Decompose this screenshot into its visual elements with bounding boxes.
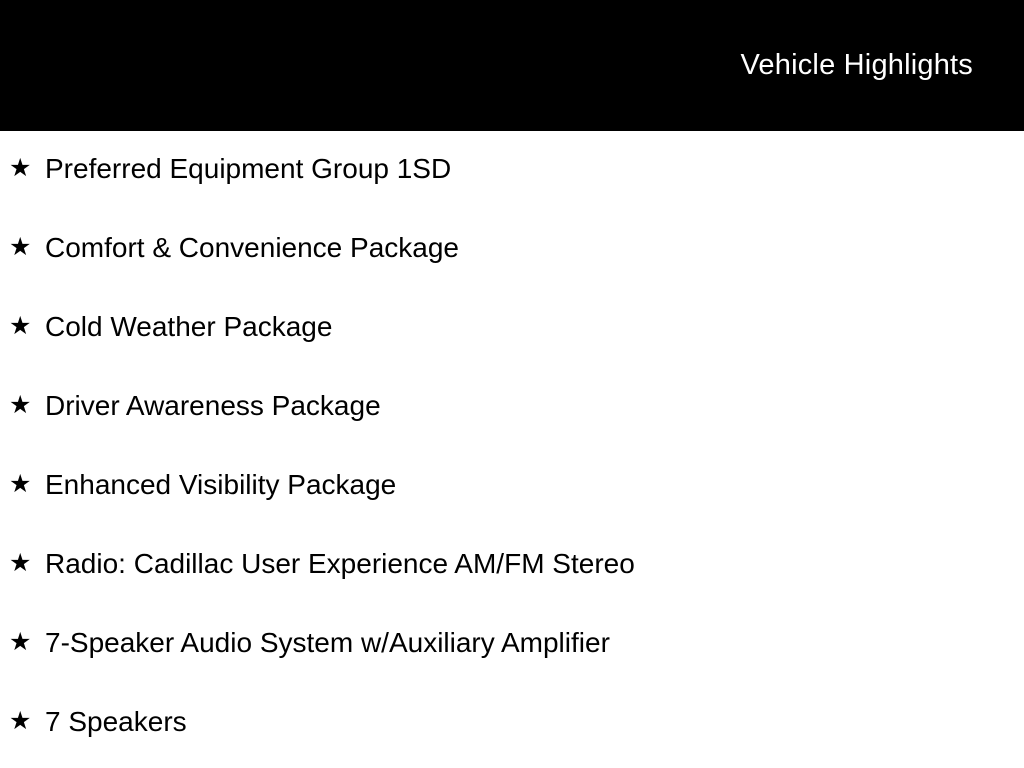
star-icon: ★ — [9, 312, 32, 340]
highlight-label: 7 Speakers — [45, 706, 187, 737]
star-icon: ★ — [9, 549, 32, 577]
list-item — [0, 152, 1024, 185]
page-title: Vehicle Highlights — [740, 49, 973, 81]
list-item — [0, 231, 1024, 264]
list-item — [0, 547, 1024, 580]
highlight-label: 7-Speaker Audio System w/Auxiliary Amplifier — [45, 627, 610, 658]
list-item — [0, 468, 1024, 501]
highlight-label: Radio: Cadillac User Experience AM/FM Stereo — [45, 548, 635, 579]
list-item — [0, 626, 1024, 659]
highlight-label: Preferred Equipment Group 1SD — [45, 153, 452, 184]
star-icon: ★ — [9, 154, 32, 182]
star-icon: ★ — [9, 628, 32, 656]
star-icon: ★ — [9, 233, 32, 261]
highlight-label: Enhanced Visibility Package — [45, 469, 397, 500]
star-icon: ★ — [9, 707, 32, 735]
highlight-label: Comfort & Convenience Package — [45, 232, 459, 263]
list-item — [0, 389, 1024, 422]
highlight-label: Driver Awareness Package — [45, 390, 381, 421]
highlight-label: Cold Weather Package — [45, 311, 333, 342]
star-icon: ★ — [9, 470, 32, 498]
header-bar — [0, 0, 1024, 131]
vehicle-highlights-list — [0, 131, 1024, 738]
star-icon: ★ — [9, 391, 32, 419]
list-item — [0, 310, 1024, 343]
list-item — [0, 705, 1024, 738]
